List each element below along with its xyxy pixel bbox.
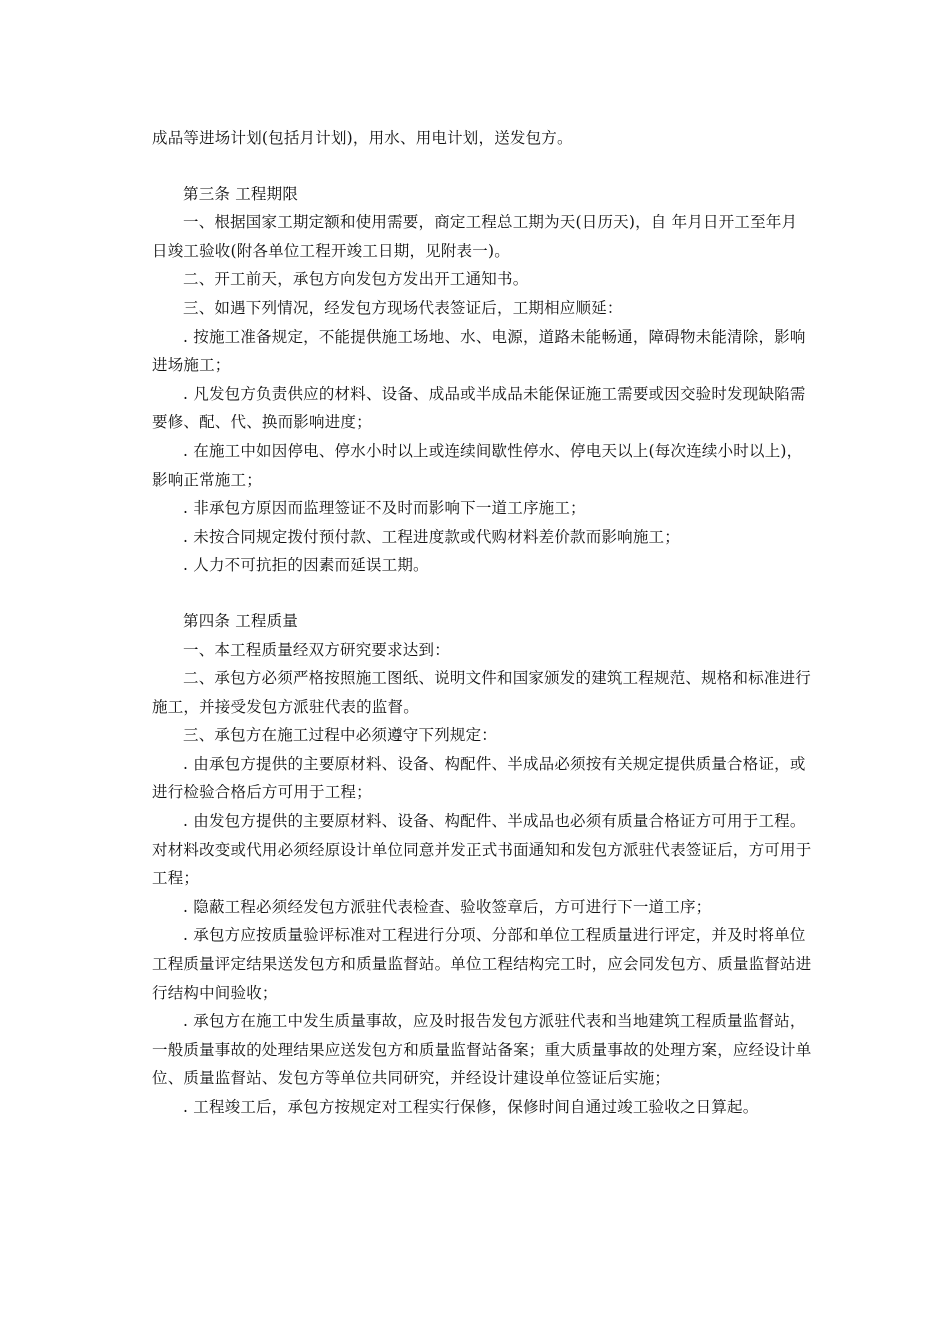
- list-item-quality-concealed-work: . 隐蔽工程必须经发包方派驻代表检查、验收签章后，方可进行下一道工序；: [183, 897, 712, 916]
- list-item-delay-supervision: . 非承包方原因而监理签证不及时而影响下一道工序施工；: [183, 499, 586, 518]
- list-item-quality-evaluation: . 承包方应按质量验评标准对工程进行分项、分部和单位工程质量进行评定，并及时将单位工程质量评定结果送发包方和质量监督站。单位工程结构完工时，应会同发包方、质量监督站进行结构中间验收；: [152, 926, 812, 1002]
- paragraph-article-4-item-3: 三、承包方在施工过程中必须遵守下列规定：: [183, 726, 498, 745]
- paragraph-article-3-item-3: 三、如遇下列情况，经发包方现场代表签证后，工期相应顺延：: [183, 298, 623, 317]
- list-item-quality-contractor-materials: . 由承包方提供的主要原材料、设备、构配件、半成品必须按有关规定提供质量合格证，或进行检验合格后方可用于工程；: [152, 754, 806, 802]
- paragraph-article-3-item-1: 一、根据国家工期定额和使用需要，商定工程总工期为天(日历天)，自 年月日开工至年月日竣工验收(附各单位工程开竣工日期，见附表一)。: [152, 213, 798, 260]
- list-item-delay-power-water: . 在施工中如因停电、停水小时以上或连续间歇性停水、停电天以上(每次连续小时以上)，影响正常施工；: [152, 441, 803, 489]
- section-heading-article-4: 第四条 工程质量: [183, 611, 299, 630]
- list-item-quality-warranty: . 工程竣工后，承包方按规定对工程实行保修，保修时间自通过竣工验收之日算起。: [183, 1098, 759, 1116]
- list-item-quality-accident: . 承包方在施工中发生质量事故，应及时报告发包方派驻代表和当地建筑工程质量监督站，一般质量事故的处理结果应送发包方和质量监督站备案；重大质量事故的处理方案，应经设计单位、质量监督站、发包方等单位共同研究，并经设计建设单位签证后实施；: [152, 1012, 812, 1088]
- list-item-delay-site: . 按施工准备规定，不能提供施工场地、水、电源，道路未能畅通，障碍物未能清除，影响进场施工；: [152, 327, 806, 375]
- paragraph-article-4-item-2: 二、承包方必须严格按照施工图纸、说明文件和国家颁发的建筑工程规范、规格和标准进行施工，并接受发包方派驻代表的监督。: [152, 669, 812, 716]
- list-item-delay-force-majeure: . 人力不可抗拒的因素而延误工期。: [183, 556, 429, 575]
- section-heading-article-3: 第三条 工程期限: [183, 184, 299, 203]
- document-body: [152, 124, 812, 1122]
- paragraph-article-3-item-2: 二、开工前天，承包方向发包方发出开工通知书。: [183, 270, 529, 289]
- list-item-quality-owner-materials: . 由发包方提供的主要原材料、设备、构配件、半成品也必须有质量合格证方可用于工程。对材料改变或代用必须经原设计单位同意并发正式书面通知和发包方派驻代表签证后，方可用于工程；: [152, 812, 812, 888]
- paragraph-article-4-item-1: 一、本工程质量经双方研究要求达到：: [183, 640, 450, 659]
- paragraph-materials-plan: 成品等进场计划(包括月计划)，用水、用电计划，送发包方。: [152, 129, 573, 147]
- list-item-delay-materials: . 凡发包方负责供应的材料、设备、成品或半成品未能保证施工需要或因交验时发现缺陷需要修、配、代、换而影响进度；: [152, 384, 806, 432]
- list-item-delay-payment: . 未按合同规定拨付预付款、工程进度款或代购材料差价款而影响施工；: [183, 527, 680, 546]
